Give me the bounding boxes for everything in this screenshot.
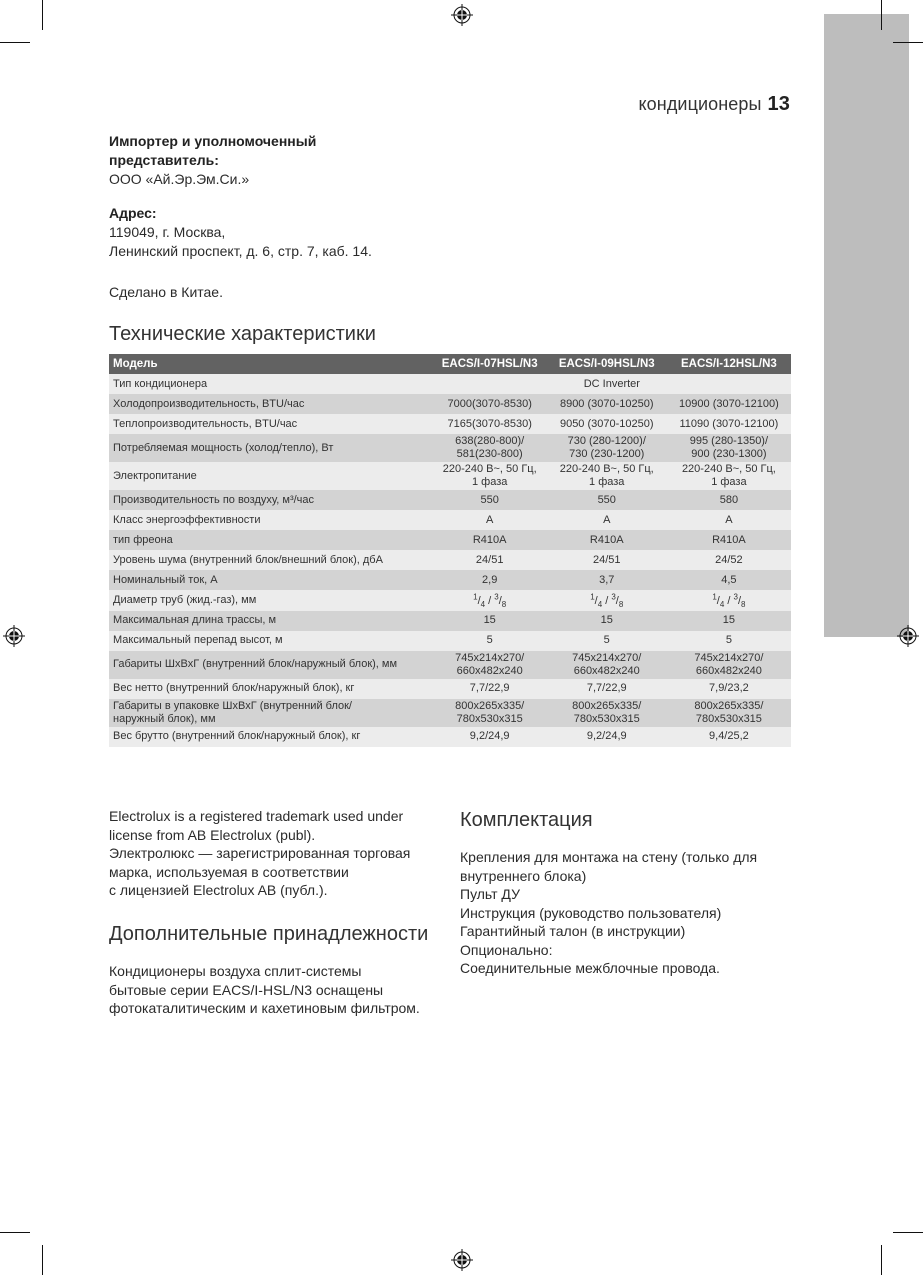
package-item: Инструкция (руководство пользователя)	[460, 904, 722, 921]
crop-mark	[42, 0, 43, 30]
row-value: 220-240 В~, 50 Гц, 1 фаза	[433, 462, 547, 490]
row-label: Максимальный перепад высот, м	[109, 631, 433, 651]
row-label: Диаметр труб (жид.-газ), мм	[109, 590, 433, 611]
header-model: EACS/I-09HSL/N3	[547, 354, 667, 374]
address-line1: 119049, г. Москва,	[109, 224, 226, 240]
row-value: 745x214x270/ 660x482x240	[547, 651, 667, 679]
row-value: 9050 (3070-10250)	[547, 414, 667, 434]
crop-mark	[881, 0, 882, 30]
row-value: 15	[433, 611, 547, 631]
row-value: 800x265x335/ 780x530x315	[433, 699, 547, 727]
package-item: Соединительные межблочные провода.	[460, 960, 720, 976]
table-row	[109, 651, 791, 679]
row-value: 745x214x270/ 660x482x240	[667, 651, 791, 679]
row-value: 4,5	[667, 570, 791, 590]
row-label: Потребляемая мощность (холод/тепло), Вт	[109, 434, 433, 462]
row-value: 24/52	[667, 550, 791, 570]
row-value: 550	[433, 490, 547, 510]
row-label: Вес брутто (внутренний блок/наружный блок), кг	[109, 727, 433, 747]
crop-mark	[42, 1245, 43, 1275]
running-header	[638, 93, 790, 116]
made-in: Сделано в Китае.	[109, 284, 223, 300]
row-value: A	[547, 510, 667, 530]
row-value: R410A	[433, 530, 547, 550]
table-row	[109, 550, 791, 570]
trademark-line: Электролюкс — зарегистрированная торговая	[109, 845, 411, 861]
row-value: 220-240 В~, 50 Гц, 1 фаза	[667, 462, 791, 490]
row-label: Максимальная длина трассы, м	[109, 611, 433, 631]
row-value: $^1/_4 / ^3/_8$	[433, 590, 547, 611]
table-row	[109, 394, 791, 414]
row-label: Вес нетто (внутренний блок/наружный блок), кг	[109, 679, 433, 699]
table-row	[109, 570, 791, 590]
row-value: 8900 (3070-10250)	[547, 394, 667, 414]
crop-mark	[893, 42, 923, 43]
row-value: 9,2/24,9	[433, 727, 547, 747]
row-value: 2,9	[433, 570, 547, 590]
crop-mark	[881, 1245, 882, 1275]
row-value: 7000(3070-8530)	[433, 394, 547, 414]
registration-mark-icon	[450, 3, 474, 27]
row-label: Габариты в упаковке ШxВxГ (внутренний блок/ наружный блок), мм	[109, 699, 433, 727]
header-model: EACS/I-12HSL/N3	[667, 354, 791, 374]
package-item: Крепления для монтажа на стену (только для	[460, 849, 758, 865]
table-row	[109, 434, 791, 462]
row-value: 15	[667, 611, 791, 631]
importer-title-line1: Импортер и уполномоченный	[109, 133, 317, 149]
importer-name: ООО «Ай.Эр.Эм.Си.»	[109, 171, 250, 187]
header-model: EACS/I-07HSL/N3	[433, 354, 547, 374]
row-value: 800x265x335/ 780x530x315	[667, 699, 791, 727]
table-row	[109, 631, 791, 651]
registration-mark-icon	[450, 1248, 474, 1272]
table-row	[109, 462, 791, 490]
specs-title: Технические характеристики	[109, 323, 376, 345]
table-row	[109, 699, 791, 727]
crop-mark	[893, 1232, 923, 1233]
row-label: тип фреона	[109, 530, 433, 550]
accessories-line: Кондиционеры воздуха сплит-системы	[109, 963, 362, 979]
row-value: 15	[547, 611, 667, 631]
table-row	[109, 727, 791, 747]
table-row	[109, 679, 791, 699]
package-item: внутреннего блока)	[460, 867, 587, 884]
row-value: 7,9/23,2	[667, 679, 791, 699]
registration-mark-icon	[2, 624, 26, 648]
row-value: 24/51	[547, 550, 667, 570]
trademark-line: с лицензией Electrolux AB (публ.).	[109, 882, 328, 898]
row-value: $^1/_4 / ^3/_8$	[667, 590, 791, 611]
importer-title-line2: представитель:	[109, 152, 219, 168]
row-value: 7,7/22,9	[433, 679, 547, 699]
table-row	[109, 414, 791, 434]
row-value: 220-240 В~, 50 Гц, 1 фаза	[547, 462, 667, 490]
row-value: 800x265x335/ 780x530x315	[547, 699, 667, 727]
registration-mark-icon	[896, 624, 920, 648]
row-value: 745x214x270/ 660x482x240	[433, 651, 547, 679]
accessories-line: фотокаталитическим и кахетиновым фильтром.	[109, 1000, 420, 1016]
table-row	[109, 590, 791, 611]
row-value: 5	[433, 631, 547, 651]
row-value: A	[433, 510, 547, 530]
row-label: Теплопроизводительность, BTU/час	[109, 414, 433, 434]
crop-mark	[0, 42, 30, 43]
table-row	[109, 490, 791, 510]
address-block	[109, 204, 372, 261]
row-value: 7,7/22,9	[547, 679, 667, 699]
row-label: Тип кондиционера	[109, 374, 433, 394]
row-value: R410A	[667, 530, 791, 550]
row-value: 550	[547, 490, 667, 510]
table-row	[109, 530, 791, 550]
header-model-label: Модель	[109, 354, 433, 374]
row-value: 730 (280-1200)/ 730 (230-1200)	[547, 434, 667, 462]
table-row	[109, 374, 791, 394]
row-value: 5	[547, 631, 667, 651]
section-name: кондиционеры	[638, 94, 762, 114]
row-value: 5	[667, 631, 791, 651]
package-item: Опционально:	[460, 941, 553, 958]
row-value: R410A	[547, 530, 667, 550]
row-value: 10900 (3070-12100)	[667, 394, 791, 414]
row-label: Габариты ШxВxГ (внутренний блок/наружный блок), мм	[109, 651, 433, 679]
trademark-line: марка, используемая в соответствии	[109, 863, 349, 880]
trademark-text	[109, 807, 410, 900]
address-title: Адрес:	[109, 205, 157, 221]
row-value: 3,7	[547, 570, 667, 590]
package-title: Комплектация	[460, 809, 593, 831]
address-line2: Ленинский проспект, д. 6, стр. 7, каб. 14.	[109, 243, 372, 259]
row-value: 7165(3070-8530)	[433, 414, 547, 434]
row-label: Производительность по воздуху, м³/час	[109, 490, 433, 510]
accessories-title: Дополнительные принадлежности	[109, 923, 429, 945]
trademark-line: license from AB Electrolux (publ).	[109, 826, 316, 843]
row-label: Холодопроизводительность, BTU/час	[109, 394, 433, 414]
package-item: Пульт ДУ	[460, 886, 520, 902]
accessories-text	[109, 962, 420, 1018]
row-value: 995 (280-1350)/ 900 (230-1300)	[667, 434, 791, 462]
row-value: DC Inverter	[433, 374, 791, 394]
table-row	[109, 510, 791, 530]
package-item: Гарантийный талон (в инструкции)	[460, 923, 686, 939]
row-value: 580	[667, 490, 791, 510]
row-value: 24/51	[433, 550, 547, 570]
row-label: Номинальный ток, А	[109, 570, 433, 590]
row-label: Уровень шума (внутренний блок/внешний блок), дбА	[109, 550, 433, 570]
row-value: 9,2/24,9	[547, 727, 667, 747]
importer-block	[109, 132, 316, 189]
trademark-line: Electrolux is a registered trademark used under	[109, 808, 404, 824]
row-label: Электропитание	[109, 462, 433, 490]
row-value: 11090 (3070-12100)	[667, 414, 791, 434]
crop-mark	[0, 1232, 30, 1233]
specs-header-row	[109, 354, 791, 374]
specs-table	[109, 354, 791, 747]
row-value: $^1/_4 / ^3/_8$	[547, 590, 667, 611]
accessories-line: бытовые серии EACS/I-HSL/N3 оснащены	[109, 981, 384, 998]
section-side-tab	[824, 14, 909, 637]
row-label: Класс энергоэффективности	[109, 510, 433, 530]
row-value: 638(280-800)/ 581(230-800)	[433, 434, 547, 462]
row-value: A	[667, 510, 791, 530]
row-value: 9,4/25,2	[667, 727, 791, 747]
package-list	[460, 848, 757, 978]
table-row	[109, 611, 791, 631]
page-number: 13	[767, 93, 790, 115]
